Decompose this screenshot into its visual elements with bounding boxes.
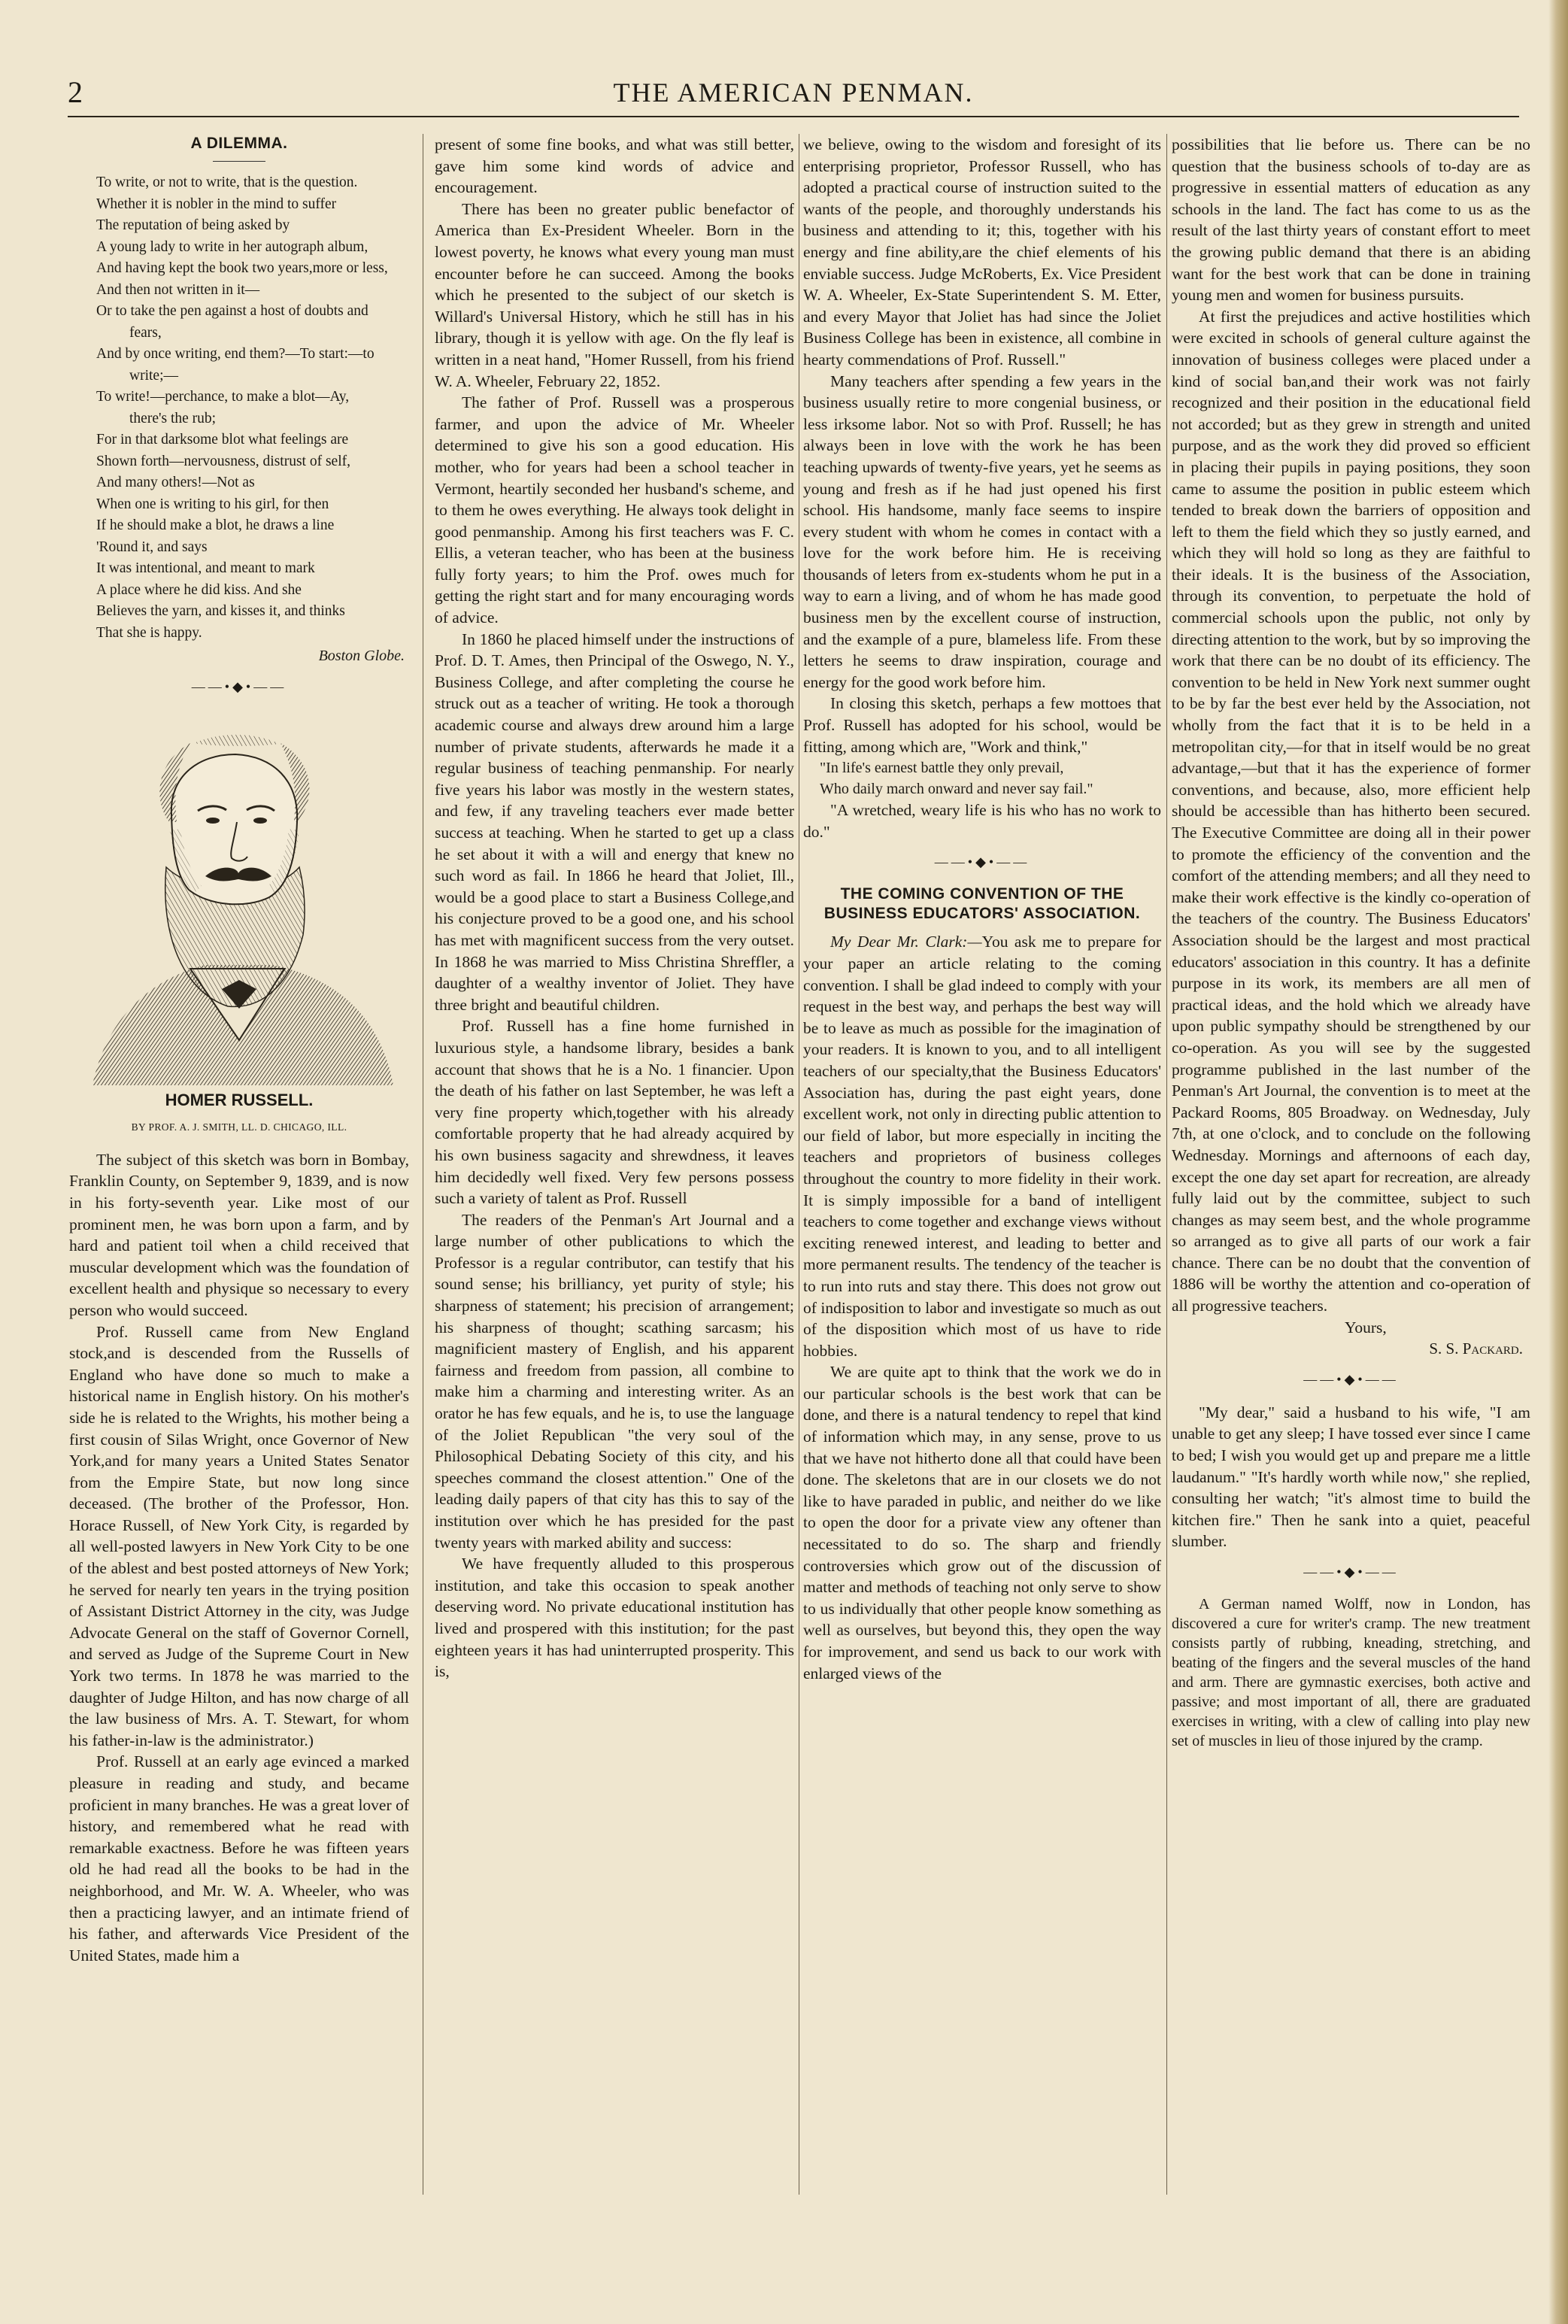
- poem-source: Boston Globe.: [318, 648, 405, 664]
- poem-line: And by once writing, end them?—To start:—to: [96, 346, 375, 362]
- article-paragraph: In 1860 he placed himself under the instructions of Prof. D. T. Ames, then Principal of the Oswego, N. Y., Business College, and after completing the course he struck out as a teacher of writing. He took a thorough academic course and always drew around him a large number of private students, afterwards he made it a regular business of teaching penmanship. For nearly five years his labor was mostly in the western states, and few, if any traveling teachers ever made better success at teaching. When he started to get up a class he set about it with a will and energy that knew no such word as fail. In 1866 he heard that Joliet, Ill., would be a good place to start a Business College,and his conjecture proved to be a good one, and his school has met with magnificent success from the very outset. In 1868 he was married to Miss Christina Shreffler, a daughter of a wealthy inventor of Joliet. They have three bright and beautiful children.: [435, 630, 794, 1014]
- article-paragraph: [803, 931, 1161, 1361]
- newspaper-title: THE AMERICAN PENMAN.: [613, 77, 974, 108]
- article-paragraph: The readers of the Penman's Art Journal and a large number of other publications to which the Professor is a regular contributor, can testify that his sound sense; his brilliancy, yet purity of style; his sharpness of statement; his precision of arrangement; his sharpness of thought; scathing sarcasm; his magnificient mastery of English, and his apparent fairness and freedom from passion, all combine to make him a charming and interesting writer. As an orator he has few equals, and he is, to use the language of the Joliet Republican "the very soul of the Philosophical Debating Society of this city, and his speeches command the closest attention." One of the leading daily papers of that city has this to say of the institution over which he has presided for the past twenty years with marked ability and success:: [435, 1210, 794, 1552]
- article-paragraph: present of some fine books, and what was still better, gave him some kind words of advice and encouragement.: [435, 135, 794, 197]
- motto-line: Who daily march onward and never say fail.": [820, 781, 1093, 798]
- column-2: [435, 134, 794, 2195]
- article-paragraph: The subject of this sketch was born in Bombay, Franklin County, on September 9, 1839, and is now in his forty-seventh year. Like most of our prominent men, he was born upon a farm, and by hard and patient toil when a child received that muscular development which was the foundation of excellent health and physique so necessary to every person who would succeed.: [69, 1150, 409, 1319]
- poem-line: That she is happy.: [96, 624, 202, 641]
- poem-line: To write!—perchance, to make a blot—Ay,: [96, 389, 350, 405]
- poem-line: And having kept the book two years,more or less,: [96, 260, 388, 276]
- column-1: [69, 134, 409, 2195]
- portrait-caption: HOMER RUSSELL.: [165, 1090, 314, 1109]
- article-paragraph: possibilities that lie before us. There can be no question that the business schools of to-day are as progressive in essential matters of education as any schools in the land. The fact has come to us as the result of the last thirty years of constant effort to meet the growing public demand that there is an abiding want for the best work that can be done in training young men and women for business pursuits.: [1172, 135, 1530, 305]
- page-number: 2: [68, 75, 83, 109]
- article-paragraph: We have frequently alluded to this prosperous institution, and take this occasion to speak another deserving word. No private educational institution has lived and prospered with this institution; for the past eighteen years it has had uninterrupted prosperity. This is,: [435, 1555, 794, 1681]
- poem-line: To write, or not to write, that is the question.: [96, 174, 358, 190]
- article-paragraph: In closing this sketch, perhaps a few mottoes that Prof. Russell has adopted for his school, would be fitting, among which are, "Work and think,": [803, 694, 1161, 756]
- poem-line: And many others!—Not as: [96, 475, 255, 490]
- ornament-divider: ——•◆•——: [191, 678, 287, 694]
- poem-line: It was intentional, and meant to mark: [96, 560, 315, 576]
- masthead: [68, 74, 1519, 117]
- column-4: [1172, 134, 1530, 2195]
- poem-line: there's the rub;: [129, 410, 217, 426]
- motto-line: "A wretched, weary life is his who has no work to do.": [803, 801, 1161, 841]
- poem-line: Or to take the pen against a host of doubts and: [96, 303, 368, 319]
- article-paragraph: Prof. Russell at an early age evinced a marked pleasure in reading and study, and became proficient in many branches. He was a great lover of history, and remembered what he read with remarkable exactness. Before he was fifteen years old he had read all the books to be had in the neighborhood, and Mr. W. A. Wheeler, who was then a practicing lawyer, and an intimate friend of his father, and afterwards Vice President of the United States, made him a: [69, 1752, 409, 1964]
- ornament-divider: ——•◆•——: [1303, 1371, 1399, 1387]
- article-paragraph: Prof. Russell came from New England stock,and is descended from the Russells of England who have done so much to make a historical name in English history. On his mother's side he is related to the Wrights, his mother being a first cousin of Silas Wright, once Governor of New York,and for many years a United States Senator from the Empire State, but now long since deceased. (The brother of the Professor, Hon. Horace Russell, of New York City, is regarded by all well-posted lawyers in New York City to be one of the ablest and best posted attorneys of New York; he served for nearly ten years in the trying position of Assistant District Attorney in the city, was Judge Advocate General on the staff of Governor Cornell, and served as Judge of the Supreme Court in New York two terms. In 1878 he was married to the daughter of Judge Hilton, and has now charge of all the law business of Mrs. A. T. Stewart, for whom his father-in-law is the administrator.): [69, 1322, 409, 1749]
- motto-line: "In life's earnest battle they only prevail,: [820, 760, 1064, 777]
- poem-line: 'Round it, and says: [96, 539, 208, 555]
- article-paragraph: Many teachers after spending a few years in the business usually retire to more congenial business, or less irksome labor. Not so with Prof. Russell; he has always been in love with the work he has been teaching upwards of twenty-five years, yet he seems as young and fresh as if he had just opened his first school. His handsome, manly face seems to inspire every student with whom he comes in contact with a love for the work before him. He is receiving thousands of leters from ex-students whom he put in a way to earn a living, and of whom he has made good business men by the excellent course of instruction, and the example of a pure, blameless life. From these letters he seems to draw inspiration, courage and energy for the good work before him.: [803, 372, 1161, 691]
- article-paragraph: At first the prejudices and active hostilities which were excited in schools of general culture against the innovation of business colleges were placed under a kind of social ban,and their work was not fairly recognized and their position in the educational field not accorded; but as they grew in strength and united purpose, and as the work they did proved so efficient in placing their pupils in paying positions, they soon came to assume the position in public esteem which tended to break down the barriers of opposition and left to them the field which they so justly earned, and which they will hold so long as they are faithful to their ideals. It is the business of the Association, through its convention, to perpetuate the hold of commercial schools upon the public, not only by directing attention to the work, but by so improving the work that there can be no doubt of its efficiency. The convention to be held in New York next summer ought to be by far the best ever held by the Association, not wholly from the fact that it is to be held in a metropolitan city,—for that in itself would be no great advantage,—but that it has the experience of former conventions, and because, also, more efficient help should be accessible than has hitherto been secured. The Executive Committee are doing all in their power to promote the efficiency of the convention and the comfort of the attending members; and all they need to make their work effective is the kindly co-operation of the teachers of the country. The Business Educators' Association should be the largest and most practical educators' association in this country. It has a definite purpose in its work, its members are all men of practical ideas, and the hold which we already have upon public sympathy should be strengthened by our co-operation. As you will see by the suggested programme published in the last number of the Penman's Art Journal, the convention is to meet at the Packard Rooms, 805 Broadway. on Wednesday, July 7th, at one o'clock, and to conclude on the following Wednesday. Mornings and afternoons of each day, except the one day set apart for recreation, are already fully laid out by the committee, subject to such changes as may seem best, and the whole programme so arranged as to give all parts of our work a fair chance. There can be no doubt that the convention of 1886 will be worthy the attention and co-operation of all progressive teachers.: [1172, 307, 1530, 1315]
- article-paragraph: Prof. Russell has a fine home furnished in luxurious style, a handsome library, besides a bank account that shows that he is a No. 1 financier. Upon the death of his father on last September, he was left a very fine property which,together with his already comfortable property that he had already acquired by his own business sagacity and shrewdness, it leaves him decidedly well fixed. Very few persons possess such a variety of talent as Prof. Russell: [435, 1017, 794, 1208]
- poem-line: A place where he did kiss. And she: [96, 581, 302, 598]
- poem-line: And then not written in it—: [96, 281, 260, 298]
- article-paragraph: There has been no greater public benefactor of America than Ex-President Wheeler. Born in the lowest poverty, he knows what every young man must encounter before he can succeed. Among the books which he presented to the subject of our sketch is Willard's Universal History, which he still has in his library, though it is yellow with age. On the fly leaf is written in a neat hand, "Homer Russell, from his friend W. A. Wheeler, February 22, 1852.: [435, 199, 794, 390]
- poem-line: Believes the yarn, and kisses it, and thinks: [96, 603, 345, 619]
- column-3: [803, 134, 1161, 2195]
- news-item: A German named Wolff, now in London, has discovered a cure for writer's cramp. The new treatment consists partly of rubbing, kneading, stretching, and beating of the fingers and the several muscles of the hand and arm. There are gymnastic exercises, both active and passive; and most important of all, there are graduated exercises in writing, with a clew of calling into play new set of muscles in lieu of those injured by the cramp.: [1172, 1596, 1530, 1749]
- poem-line: Shown forth—nervousness, distrust of self,: [96, 453, 350, 469]
- portrait-engraving: [77, 709, 401, 1085]
- article-title: THE COMING CONVENTION OF THE BUSINESS EDUCATORS' ASSOCIATION.: [823, 885, 1141, 923]
- poem-line: If he should make a blot, he draws a line: [96, 517, 335, 533]
- poem: [69, 172, 409, 644]
- salutation: My Dear Mr. Clark:—: [830, 933, 982, 951]
- poem-line: fears,: [129, 324, 162, 341]
- article-paragraph: The father of Prof. Russell was a prosperous farmer, and upon the advice of Mr. Wheeler determined to give his son a good education. His mother, who for years had been a school teacher in Vermont, heartily seconded her husband's scheme, and to them he owes everything. He always took delight in good penmanship. Among his first teachers was F. C. Ellis, a veteran teacher, who has been at the business fully forty years; to him the Prof. owes much for getting the right start and for many encouraging words of advice.: [435, 393, 794, 627]
- ornament-divider: ——•◆•——: [1303, 1564, 1399, 1579]
- ornament-divider: ——•◆•——: [934, 854, 1030, 870]
- article-paragraph: we believe, owing to the wisdom and foresight of its enterprising proprietor, Professor Russell, who has adopted a practical course of instruction suited to the wants of the people, and thoroughly understands his business and attending to it; this, together with his energy and fine ability,are the chief elements of his enviable success. Judge McRoberts, Ex. Vice President W. A. Wheeler, Ex-State Superintendent S. M. Etter, and every Mayor that Joliet has had since the Joliet Business College has been in existence, all combine in hearty commendations of Prof. Russell.": [803, 135, 1161, 369]
- column-rule: [1166, 134, 1167, 2195]
- poem-line: The reputation of being asked by: [96, 217, 290, 233]
- paragraph-text: You ask me to prepare for your paper an article relating to the coming convention. I shall be glad indeed to comply with your request in the best way, and perhaps the best way will be to leave as much as possible for the imagination of your readers. It is known to you, and to all intelligent teachers of our specialty,that the Business Educators' Association has, during the past eight years, done excellent work, not only in directing public attention to our field of labor, but more especially in inciting the teachers and proprietors of business colleges throughout the country to more fidelity in their work. It is simply impossible for a band of intelligent teachers to come together and exchange views without exciting renewed interest, and leading to better and more permanent results. The tendency of the teacher is to run into ruts and stay there. This does not grow out of indisposition to labor and investigate so much as out of the disposition which most of us have to ride hobbies.: [803, 933, 1161, 1360]
- poem-line: A young lady to write in her autograph album,: [96, 238, 368, 255]
- page-edge-shadow: [1548, 0, 1568, 2324]
- signature: S. S. Packard.: [1429, 1339, 1523, 1358]
- anecdote-paragraph: "My dear," said a husband to his wife, "I am unable to get any sleep; I have tossed ever since I came to bed; I wish you would get up and prepare me a little laudanum." "It's hardly worth while now," she replied, consulting her watch; "it's almost time to build the kitchen fire." Then he sank into a quiet, peaceful slumber.: [1172, 1403, 1530, 1551]
- title-rule: [213, 161, 265, 162]
- poem-line: When one is writing to his girl, for then: [96, 496, 329, 512]
- poem-line: Whether it is nobler in the mind to suffer: [96, 196, 337, 212]
- poem-title: A DILEMMA.: [190, 135, 288, 152]
- article-paragraph: We are quite apt to think that the work we do in our particular schools is the best work that can be done, and there is a natural tendency to repel that kind of information which may, in any sense, prove to us that we have not hitherto done all that could have been done. The skeletons that are in our closets we do not like to have paraded in public, and neither do we like to open the door for a private view any oftener than necessitated to do so. The sharp and friendly controversies which grow out of the discussion of matter and methods of teaching not only serve to show to us individually that other people know something as well as ourselves, but beyond this, they open the way for improvement, and send us back to our work with enlarged views of the: [803, 1363, 1161, 1682]
- poem-line: write;—: [129, 367, 178, 384]
- closing: Yours,: [1345, 1318, 1387, 1336]
- poem-line: For in that darksome blot what feelings are: [96, 432, 349, 448]
- article-byline: BY PROF. A. J. SMITH, LL. D. CHICAGO, ILL.: [131, 1121, 347, 1133]
